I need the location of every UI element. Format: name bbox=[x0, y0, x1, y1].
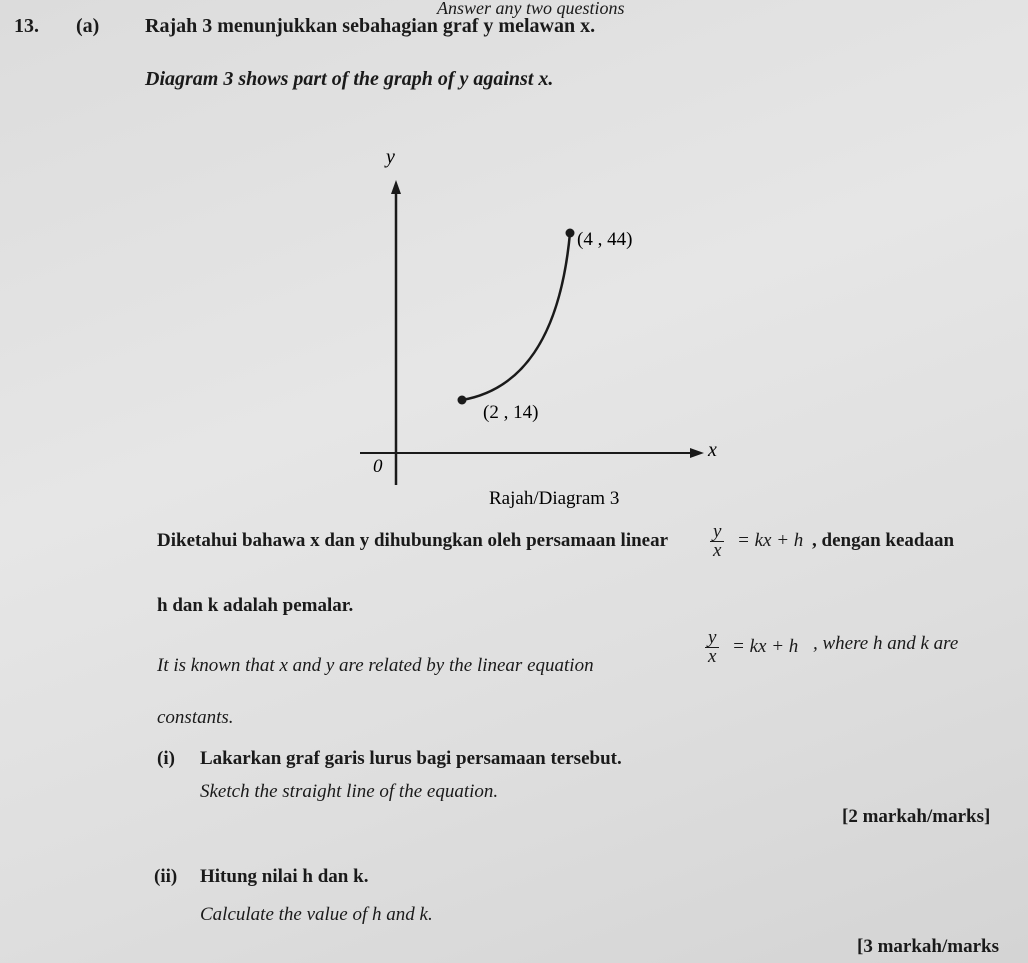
graph-curve bbox=[462, 233, 570, 400]
point-lower bbox=[458, 396, 467, 405]
header-note: Answer any two questions bbox=[437, 0, 625, 18]
part-ii-label: (ii) bbox=[154, 866, 178, 887]
fraction-denominator: x bbox=[708, 646, 717, 667]
statement-ms-prefix: Diketahui bahawa x dan y dihubungkan oleh persamaan linear bbox=[157, 530, 669, 551]
question-number: 13. bbox=[14, 15, 39, 37]
part-ii-marks: [3 markah/marks bbox=[857, 936, 999, 957]
origin-label: 0 bbox=[373, 456, 383, 477]
point-upper bbox=[566, 229, 575, 238]
statement-en-line2: constants. bbox=[157, 707, 234, 728]
part-ii-ms: Hitung nilai h dan k. bbox=[200, 866, 369, 887]
fraction-numerator: y bbox=[705, 629, 719, 648]
point-lower-label: (2 , 14) bbox=[483, 402, 539, 423]
x-axis-label: x bbox=[708, 439, 717, 461]
y-axis-label: y bbox=[386, 146, 395, 168]
point-upper-label: (4 , 44) bbox=[577, 229, 633, 250]
fraction-numerator: y bbox=[710, 523, 724, 542]
part-i-label: (i) bbox=[157, 748, 175, 769]
equation-rhs-en: = kx + h bbox=[732, 636, 799, 657]
statement-en-suffix: , where h and k are bbox=[813, 633, 959, 654]
fraction-denominator: x bbox=[713, 540, 722, 561]
question-intro-en: Diagram 3 shows part of the graph of y against x. bbox=[145, 68, 554, 90]
part-i-marks: [2 markah/marks] bbox=[842, 806, 991, 827]
part-ii-en: Calculate the value of h and k. bbox=[200, 904, 433, 925]
statement-en-prefix: It is known that x and y are related by the linear equation bbox=[157, 655, 594, 676]
question-intro-ms: Rajah 3 menunjukkan sebahagian graf y melawan x. bbox=[145, 15, 596, 37]
equation-fraction-ms bbox=[710, 523, 724, 560]
diagram-caption: Rajah/Diagram 3 bbox=[489, 488, 620, 509]
question-part: (a) bbox=[76, 15, 100, 37]
x-axis-arrow bbox=[690, 448, 704, 458]
equation-rhs-ms: = kx + h bbox=[737, 530, 804, 551]
statement-ms-line2: h dan k adalah pemalar. bbox=[157, 595, 354, 616]
equation-fraction-en bbox=[705, 629, 719, 666]
y-axis-arrow bbox=[391, 180, 401, 194]
part-i-ms: Lakarkan graf garis lurus bagi persamaan tersebut. bbox=[200, 748, 622, 769]
part-i-en: Sketch the straight line of the equation. bbox=[200, 781, 499, 802]
statement-ms-suffix: , dengan keadaan bbox=[812, 530, 955, 551]
